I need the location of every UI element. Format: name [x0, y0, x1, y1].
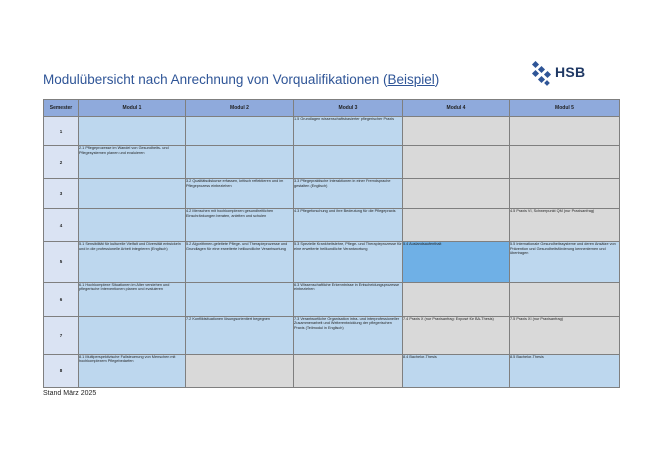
module-cell	[79, 209, 186, 242]
footer-date: Stand März 2025	[43, 390, 97, 397]
module-cell: 6.3 Wissenschaftliche Erkenntnisse in Entscheidungsprozesse einbeziehen	[294, 282, 403, 316]
semester-cell: 3	[44, 179, 79, 209]
module-cell: 7.4 Praxis X (nur Praxisanfrag: Exposé für BA-Thesis)	[403, 316, 510, 354]
hsb-logo-text: HSB	[555, 64, 586, 80]
header-modul-4: Modul 4	[403, 100, 510, 117]
module-cell: 3.3 Pflegepraktische Interaktionen in einer Fremdsprache gestalten (Englisch)	[294, 179, 403, 209]
module-cell: 5.3 Spezielle Krankheitslehre, Pflege- und Therapieprozesse für eine erweiterte heilkundliche Verantwortung	[294, 242, 403, 282]
semester-cell: 2	[44, 146, 79, 179]
semester-cell: 4	[44, 209, 79, 242]
module-cell: 8.4 Bachelor-Thesis	[403, 354, 510, 387]
module-cell	[186, 146, 294, 179]
module-cell: 7.2 Konfliktsituationen lösungsorientiert begegnen	[186, 316, 294, 354]
semester-cell: 6	[44, 282, 79, 316]
module-cell: 1.5 Grundlagen wissenschaftsbasierter pflegerischer Praxis	[294, 117, 403, 146]
module-cell	[510, 282, 620, 316]
header-modul-2: Modul 2	[186, 100, 294, 117]
module-cell	[403, 209, 510, 242]
hsb-logo	[530, 61, 620, 87]
semester-cell: 7	[44, 316, 79, 354]
module-cell: 4.3 Pflegeforschung und ihre Bedeutung für die Pflegepraxis	[294, 209, 403, 242]
module-cell: 4.5 Praxis VI, Schwerpunkt QM (nur Praxisanfrag)	[510, 209, 620, 242]
header-semester: Semester	[44, 100, 79, 117]
module-cell: 2.1 Pflegeprozesse im Wandel von Gesundheits- und Pflegesystemen planen und evaluieren	[79, 146, 186, 179]
table-row	[44, 354, 620, 387]
module-cell	[403, 117, 510, 146]
module-cell: 3.2 Qualitätsdiskurse erfassen, kritisch reflektieren und im Pflegeprozess einbeziehen	[186, 179, 294, 209]
title-main: Modulübersicht nach Anrechnung von Vorqualifikationen (	[43, 72, 388, 87]
module-cell: 5.1 Sensibilität für kulturelle Vielfalt und Diversität entwickeln und in die professionelle Arbeit integrieren (Englisch)	[79, 242, 186, 282]
module-cell: 6.1 Hochkomplexe Situationen im Alter verstehen und pflegerische Interventionen planen und evaluieren	[79, 282, 186, 316]
header-modul-1: Modul 1	[79, 100, 186, 117]
table-row	[44, 316, 620, 354]
table-row	[44, 117, 620, 146]
module-overview-table	[43, 99, 620, 388]
module-cell	[510, 179, 620, 209]
module-cell	[186, 117, 294, 146]
table-row	[44, 282, 620, 316]
semester-cell: 5	[44, 242, 79, 282]
module-cell	[510, 117, 620, 146]
module-cell	[186, 354, 294, 387]
module-cell	[186, 282, 294, 316]
module-cell-highlight: 5.4 Auslandsaufenthalt	[403, 242, 510, 282]
semester-cell: 1	[44, 117, 79, 146]
module-cell: 7.5 Praxis XI (nur Praxisanfrag)	[510, 316, 620, 354]
module-cell: 8.5 Bachelor-Thesis	[510, 354, 620, 387]
module-cell: 4.2 Menschen mit hochkomplexen gesundheitlichen Einschränkungen beraten, anleiten und schulen	[186, 209, 294, 242]
header-modul-5: Modul 5	[510, 100, 620, 117]
hsb-logo-icon	[530, 61, 554, 87]
table-row	[44, 209, 620, 242]
title-example-link: Beispiel	[387, 72, 435, 87]
module-cell	[403, 179, 510, 209]
module-cell	[403, 282, 510, 316]
header-modul-3: Modul 3	[294, 100, 403, 117]
module-cell	[79, 117, 186, 146]
module-cell: 8.1 Multiperspektivische Fallsteuerung von Menschen mit hochkomplexem Pflegebedarfen	[79, 354, 186, 387]
semester-cell: 8	[44, 354, 79, 387]
module-cell: 5.2 Algorithmen-geleitete Pflege- und Therapieprozesse und Grundlagen für eine erweiterte heilkundliche Verantwortung	[186, 242, 294, 282]
module-cell: 5.5 Internationale Gesundheitssysteme und deren Ansätze von Prävention und Gesundheitsförderung kennenlernen und übertragen	[510, 242, 620, 282]
table-row	[44, 146, 620, 179]
page-title	[43, 72, 439, 87]
module-cell	[403, 146, 510, 179]
module-cell	[510, 146, 620, 179]
title-close: )	[434, 72, 440, 87]
table-row	[44, 242, 620, 282]
module-cell: 7.3 Verantwortliche Organisation intra- und interprofessioneller Zusammenarbeit und Weiterentwicklung der pflegerischen Praxis (Teilmodul in Englisch)	[294, 316, 403, 354]
module-cell	[294, 354, 403, 387]
module-cell	[294, 146, 403, 179]
table-row	[44, 179, 620, 209]
table-header-row	[44, 100, 620, 117]
module-cell	[79, 179, 186, 209]
module-cell	[79, 316, 186, 354]
